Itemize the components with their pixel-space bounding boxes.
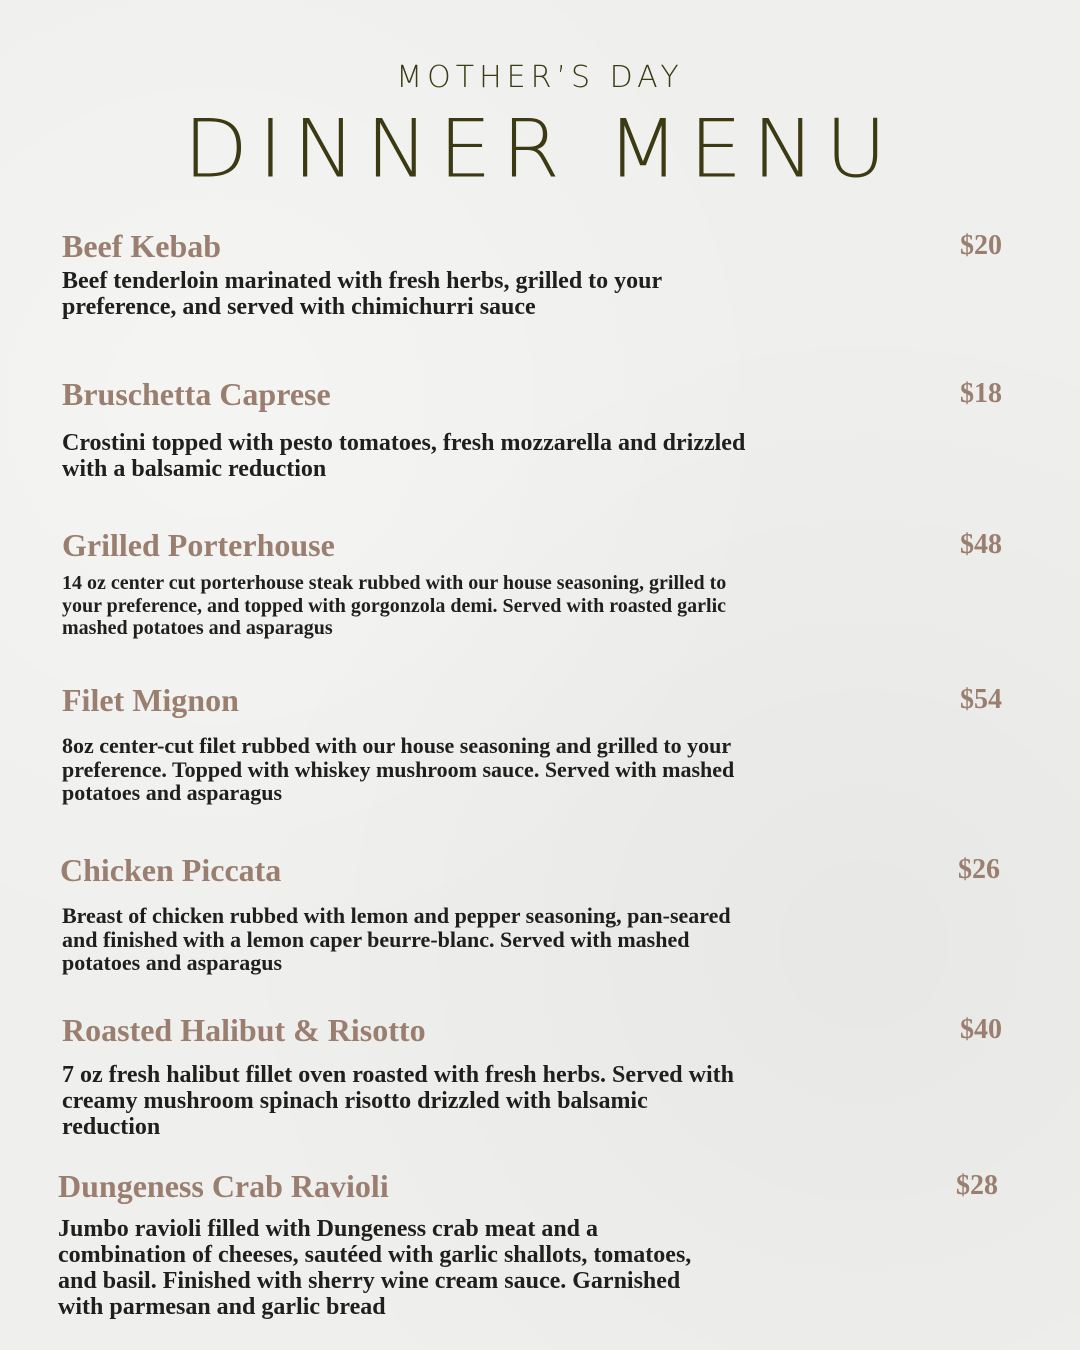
item-name: Bruschetta Caprese bbox=[62, 376, 331, 412]
menu-subtitle: MOTHER’S DAY bbox=[396, 60, 684, 95]
item-name: Filet Mignon bbox=[62, 682, 239, 718]
menu-item bbox=[62, 228, 1022, 320]
item-price: $28 bbox=[956, 1170, 998, 1201]
menu-item bbox=[62, 376, 1022, 482]
item-price: $26 bbox=[958, 854, 1000, 885]
menu-title: DINNER MENU bbox=[183, 102, 897, 196]
item-price: $20 bbox=[960, 230, 1002, 261]
menu-item bbox=[58, 1168, 1018, 1320]
menu-item bbox=[62, 682, 1022, 805]
item-description: Beef tenderloin marinated with fresh herbs, grilled to your preference, and served with chimichurri sauce bbox=[62, 268, 662, 320]
item-description: 8oz center-cut filet rubbed with our house seasoning and grilled to your preference. Topped with whiskey mushroom sauce. Served with mashed potatoes and asparagus bbox=[62, 733, 735, 805]
item-name: Dungeness Crab Ravioli bbox=[58, 1168, 389, 1204]
item-price: $48 bbox=[960, 529, 1002, 560]
menu-item bbox=[62, 527, 1022, 640]
item-description: 7 oz fresh halibut fillet oven roasted with fresh herbs. Served with creamy mushroom spinach risotto drizzled with balsamic reduction bbox=[62, 1062, 734, 1140]
item-name: Beef Kebab bbox=[62, 228, 222, 264]
item-name: Roasted Halibut & Risotto bbox=[62, 1012, 426, 1048]
menu-item bbox=[60, 852, 1020, 975]
item-price: $54 bbox=[960, 684, 1002, 715]
item-price: $40 bbox=[960, 1014, 1002, 1045]
menu-item bbox=[62, 1012, 1022, 1140]
item-description: Breast of chicken rubbed with lemon and pepper seasoning, pan-seared and finished with a lemon caper beurre-blanc. Served with mashed potatoes and asparagus bbox=[62, 903, 731, 975]
item-description: Jumbo ravioli filled with Dungeness crab meat and a combination of cheeses, sautéed with garlic shallots, tomatoes, and basil. Finished with sherry wine cream sauce. Garnished with parmesan and garlic bread bbox=[58, 1216, 692, 1320]
item-description: Crostini topped with pesto tomatoes, fresh mozzarella and drizzled with a balsamic reduction bbox=[62, 430, 746, 482]
item-name: Chicken Piccata bbox=[60, 852, 282, 888]
item-name: Grilled Porterhouse bbox=[62, 527, 335, 563]
item-price: $18 bbox=[960, 378, 1002, 409]
item-description: 14 oz center cut porterhouse steak rubbed with our house seasoning, grilled to your preference, and topped with gorgonzola demi. Served with roasted garlic mashed potatoes and asparagus bbox=[62, 572, 727, 639]
